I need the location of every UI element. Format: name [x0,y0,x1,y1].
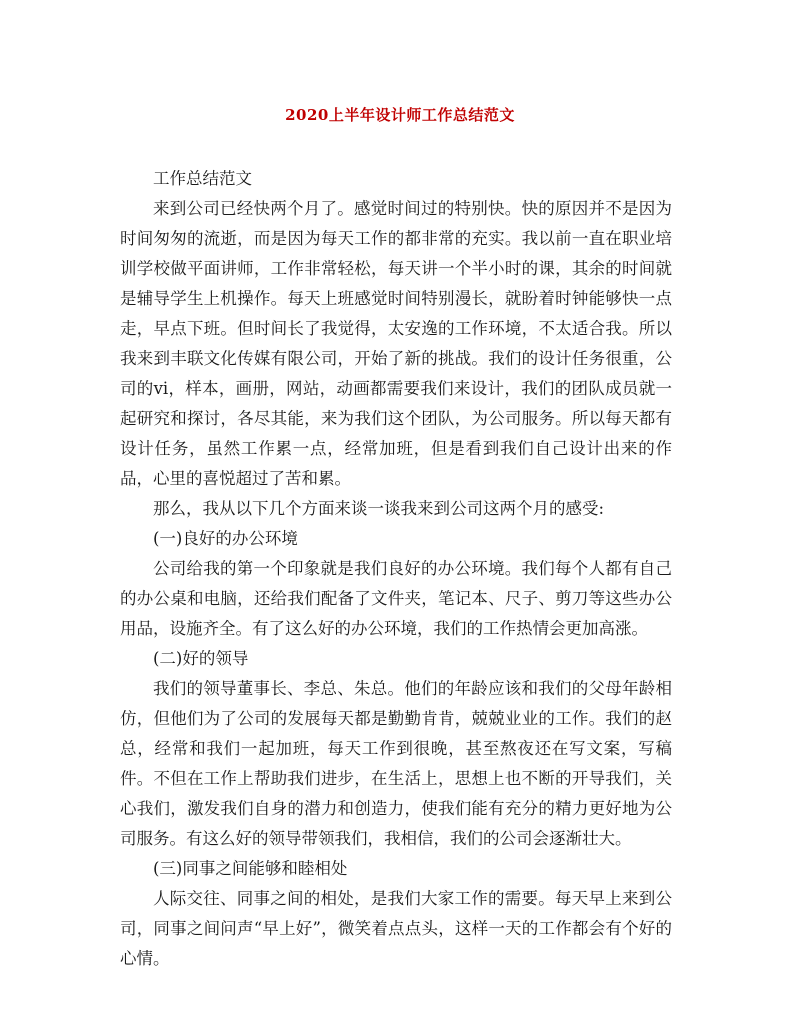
paragraph-leadership: 我们的领导董事长、李总、朱总。他们的年龄应该和我们的父母年龄相仿，但他们为了公司的发展每天都是勤勤肯肯，兢兢业业的工作。我们的赵总，经常和我们一起加班，每天工作到很晚，甚至熬夜还在写文案，写稿件。不但在工作上帮助我们进步，在生活上，思想上也不断的开导我们，关心我们，激发我们自身的潜力和创造力，使我们能有充分的精力更好地为公司服务。有这么好的领导带领我们，我相信，我们的公司会逐渐壮大。 [120,679,672,848]
document-title: 2020上半年设计师工作总结范文 [285,106,515,124]
paragraph-transition: 那么，我从以下几个方面来谈一谈我来到公司这两个月的感受: [153,499,605,518]
section-heading-leadership: (二)好的领导 [153,649,249,668]
paragraph-office: 公司给我的第一个印象就是我们良好的办公环境。我们每个人都有自己的办公桌和电脑，还给我们配备了文件夹，笔记本、尺子、剪刀等这些办公用品，设施齐全。有了这么好的办公环境，我们的工作热情会更加高涨。 [120,559,672,638]
paragraph-colleagues: 人际交往、同事之间的相处，是我们大家工作的需要。每天早上来到公司，同事之间问声“早上好”，微笑着点点头，这样一天的工作都会有个好的心情。 [120,889,672,968]
paragraph-heading: 工作总结范文 [153,169,252,188]
paragraph-intro: 来到公司已经快两个月了。感觉时间过的特别快。快的原因并不是因为时间匆匆的流逝，而是因为每天工作的都非常的充实。我以前一直在职业培训学校做平面讲师，工作非常轻松，每天讲一个半小时的课，其余的时间就是辅导学生上机操作。每天上班感觉时间特别漫长，就盼着时钟能够快一点走，早点下班。但时间长了我觉得，太安逸的工作环境，不太适合我。所以我来到丰联文化传媒有限公司，开始了新的挑战。我们的设计任务很重，公司的vi，样本，画册，网站，动画都需要我们来设计，我们的团队成员就一起研究和探讨，各尽其能，来为我们这个团队，为公司服务。所以每天都有设计任务，虽然工作累一点，经常加班，但是看到我们自己设计出来的作品，心里的喜悦超过了苦和累。 [120,199,672,488]
document-body [120,164,672,974]
section-heading-office: (一)良好的办公环境 [153,529,298,548]
section-heading-colleagues: (三)同事之间能够和睦相处 [153,859,348,878]
